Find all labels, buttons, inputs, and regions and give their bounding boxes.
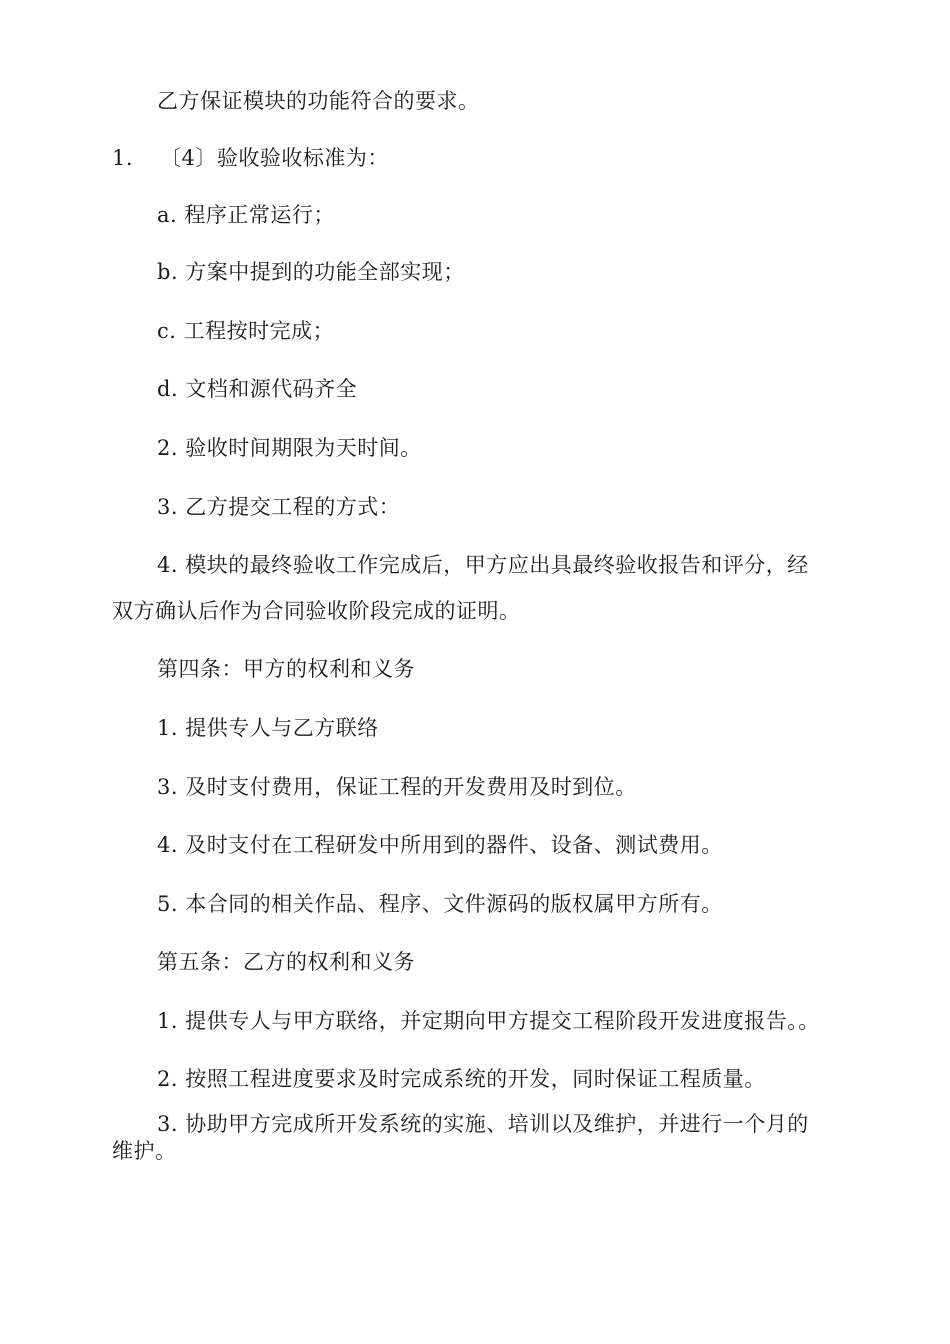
final-acceptance-line1: 4. 模块的最终验收工作完成后，甲方应出具最终验收报告和评分，经 <box>157 553 809 577</box>
list-number-1: 1. <box>112 146 134 170</box>
acceptance-time-limit: 2. 验收时间期限为天时间。 <box>157 436 422 460</box>
criteria-item-c: c. 工程按时完成； <box>157 319 335 343</box>
article-five-heading: 第五条：乙方的权利和义务 <box>157 950 415 974</box>
party-a-item-3: 3. 及时支付费用，保证工程的开发费用及时到位。 <box>157 775 637 799</box>
final-acceptance-line2: 双方确认后作为合同验收阶段完成的证明。 <box>112 599 521 623</box>
party-b-item-3-line1: 3. 协助甲方完成所开发系统的实施、培训以及维护，并进行一个月的 <box>157 1112 809 1136</box>
party-b-item-3-line2: 维护。 <box>112 1139 177 1163</box>
party-b-item-2: 2. 按照工程进度要求及时完成系统的开发，同时保证工程质量。 <box>157 1067 766 1091</box>
criteria-item-d: d. 文档和源代码齐全 <box>157 377 358 401</box>
submission-method: 3. 乙方提交工程的方式： <box>157 495 401 519</box>
party-b-item-1: 1. 提供专人与甲方联络，并定期向甲方提交工程阶段开发进度报告。。 <box>157 1009 820 1033</box>
party-a-item-1: 1. 提供专人与乙方联络 <box>157 716 379 740</box>
article-four-heading: 第四条：甲方的权利和义务 <box>157 657 415 681</box>
acceptance-criteria-heading: 〔4〕验收验收标准为： <box>160 146 389 170</box>
paragraph-guarantee: 乙方保证模块的功能符合的要求。 <box>157 89 480 113</box>
criteria-item-a: a. 程序正常运行； <box>157 203 335 227</box>
party-a-item-4: 4. 及时支付在工程研发中所用到的器件、设备、测试费用。 <box>157 833 723 857</box>
party-a-item-5: 5. 本合同的相关作品、程序、文件源码的版权属甲方所有。 <box>157 892 723 916</box>
criteria-item-b: b. 方案中提到的功能全部实现； <box>157 260 465 284</box>
